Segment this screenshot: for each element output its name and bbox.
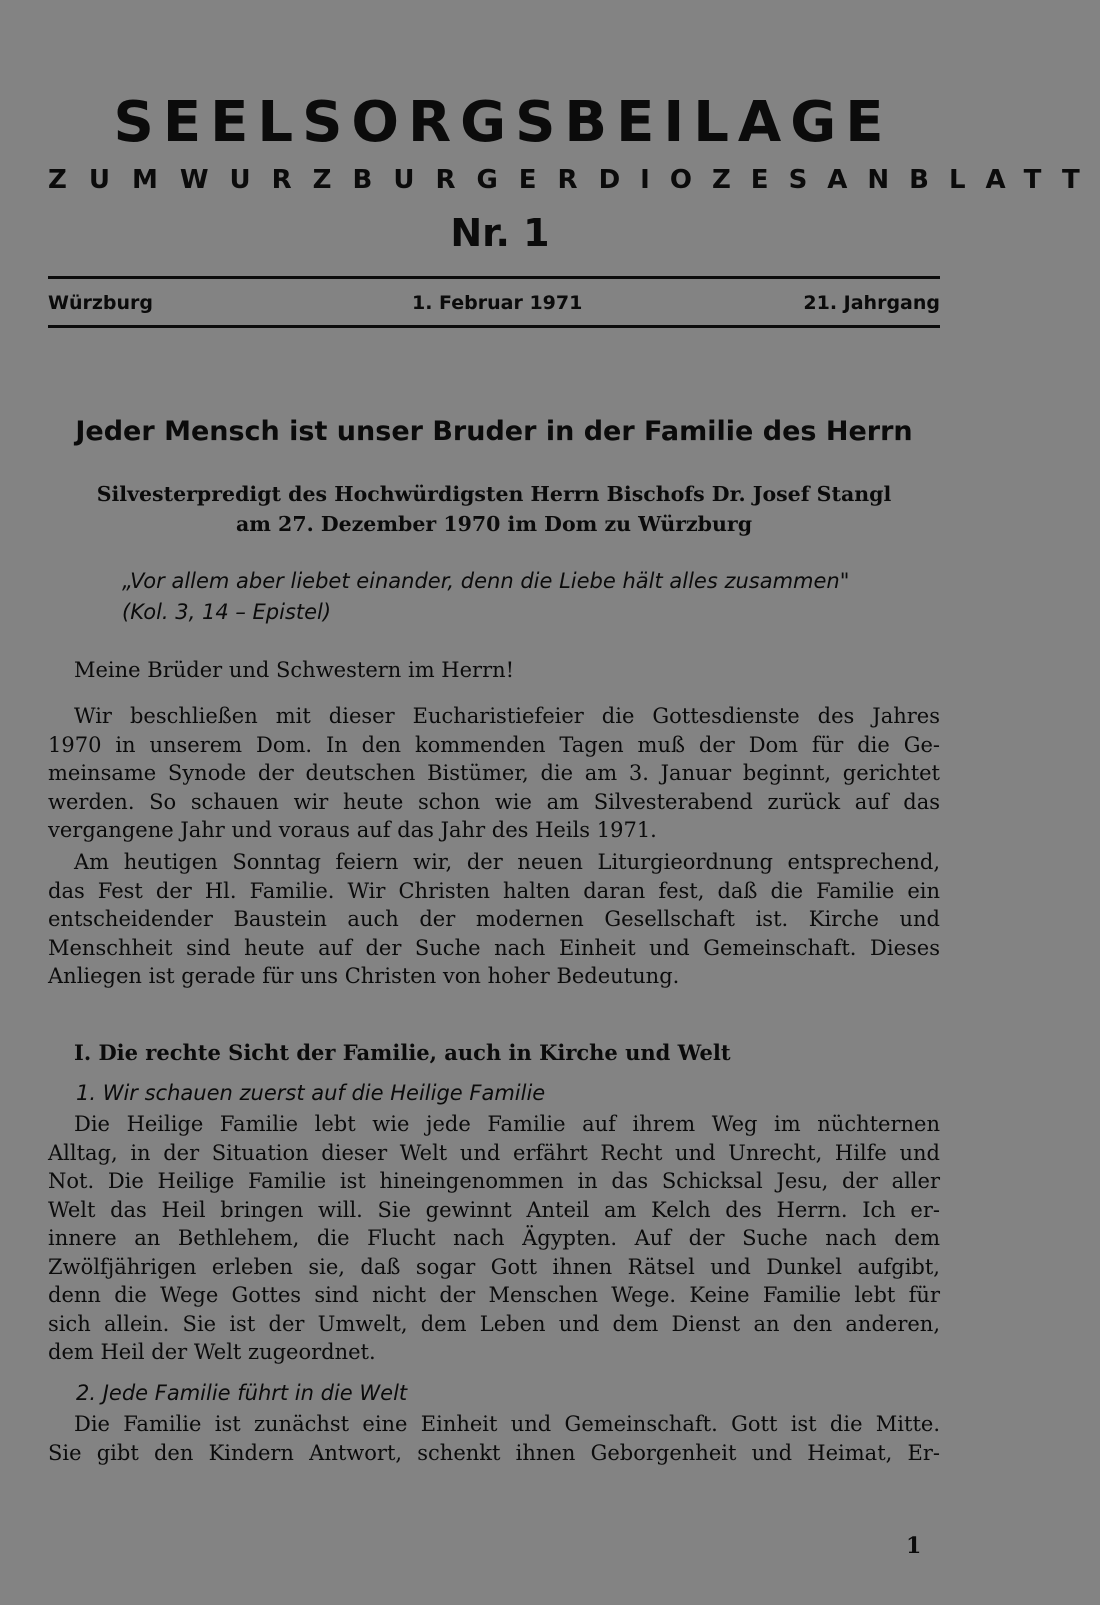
subsection-heading: 1. Wir schauen zuerst auf die Heilige Familie <box>76 1081 546 1105</box>
text-line: innere an Bethlehem, die Flucht nach Ägypten. Auf der Suche nach dem <box>48 1226 940 1250</box>
paragraph-1 <box>48 702 940 845</box>
text-line: meinsame Synode der deutschen Bistümer, die am 3. Januar beginnt, gerichtet <box>48 761 940 785</box>
publication-subtitle <box>48 162 1100 198</box>
subsection-heading: 2. Jede Familie führt in die Welt <box>76 1381 408 1405</box>
subhead-line: am 27. Dezember 1970 im Dom zu Würzburg <box>235 512 753 536</box>
issue-number: Nr. 1 <box>450 211 550 255</box>
subtitle-word-3: DIOZESANBLATT <box>598 165 1100 195</box>
article-subhead <box>48 479 940 539</box>
text-line: Not. Die Heilige Familie ist hineingenommen in das Schicksal Jesu, der aller <box>48 1169 940 1193</box>
quote-line: „Vor allem aber liebet einander, denn die Liebe hält alles zusammen" <box>122 569 850 593</box>
text-line: Alltag, in der Situation dieser Welt und erfährt Recht und Unrecht, Hilfe und <box>48 1140 940 1165</box>
subhead-line: Silvesterpredigt des Hochwürdigsten Herrn Bischofs Dr. Josef Stangl <box>96 482 892 506</box>
issue-date: 1. Februar 1971 <box>412 292 583 314</box>
text-line: werden. So schauen wir heute schon wie am Silvesterabend zurück auf das <box>48 789 940 814</box>
text-line: Anliegen ist gerade für uns Christen von hoher Bedeutung. <box>48 964 680 988</box>
bible-quote <box>122 566 940 628</box>
issue-info-bar <box>48 288 940 318</box>
masthead <box>0 92 1000 154</box>
paragraph-3 <box>48 1110 940 1367</box>
text-line: dem Heil der Welt zugeordnet. <box>48 1340 376 1364</box>
text-line: Welt das Heil bringen will. Sie gewinnt Anteil am Kelch des Herrn. Ich er- <box>48 1197 940 1222</box>
text-line: Zwölfjährigen erleben sie, daß sogar Gott ihnen Rätsel und Dunkel aufgibt, <box>48 1254 940 1279</box>
section-heading: I. Die rechte Sicht der Familie, auch in Kirche und Welt <box>74 1040 731 1065</box>
text-line: sich allein. Sie ist der Umwelt, dem Leben und dem Dienst an den anderen, <box>48 1311 940 1336</box>
text-line: Die Heilige Familie lebt wie jede Familie auf ihrem Weg im nüchternen <box>74 1112 940 1136</box>
text-line: vergangene Jahr und voraus auf das Jahr des Heils 1971. <box>48 818 657 842</box>
subtitle-word-2: WURZBURGER <box>179 165 599 195</box>
text-line: denn die Wege Gottes sind nicht der Menschen Wege. Keine Familie lebt für <box>48 1283 940 1307</box>
text-line: 1970 in unserem Dom. In den kommenden Tagen muß der Dom für die Ge- <box>48 732 940 757</box>
page-number: 1 <box>906 1533 922 1559</box>
text-line: Wir beschließen mit dieser Eucharistiefeier die Gottesdienste des Jahres <box>74 704 940 728</box>
salutation <box>48 656 940 685</box>
publication-title: SEELSORGSBEILAGE <box>113 90 893 155</box>
paragraph-2 <box>48 848 940 991</box>
text-line: entscheidender Baustein auch der modernen Gesellschaft ist. Kirche und <box>48 907 940 931</box>
text-line: das Fest der Hl. Familie. Wir Christen halten daran fest, daß die Familie ein <box>48 878 940 903</box>
quote-reference: (Kol. 3, 14 – Epistel) <box>122 600 332 624</box>
bottom-rule <box>48 325 940 328</box>
paragraph-4 <box>48 1410 940 1467</box>
issue-volume: 21. Jahrgang <box>803 292 940 314</box>
salutation-line: Meine Brüder und Schwestern im Herrn! <box>74 658 515 682</box>
article-headline: Jeder Mensch ist unser Bruder in der Familie des Herrn <box>75 416 913 447</box>
top-rule <box>48 276 940 279</box>
text-line: Sie gibt den Kindern Antwort, schenkt ihnen Geborgenheit und Heimat, Er- <box>48 1440 940 1465</box>
issue-city: Würzburg <box>48 292 154 314</box>
text-line: Die Familie ist zunächst eine Einheit und Gemeinschaft. Gott ist die Mitte. <box>74 1412 940 1436</box>
text-line: Am heutigen Sonntag feiern wir, der neuen Liturgieordnung entsprechend, <box>74 850 940 874</box>
text-line: Menschheit sind heute auf der Suche nach Einheit und Gemeinschaft. Dieses <box>48 935 940 960</box>
subtitle-word-1: ZUM <box>48 165 180 195</box>
